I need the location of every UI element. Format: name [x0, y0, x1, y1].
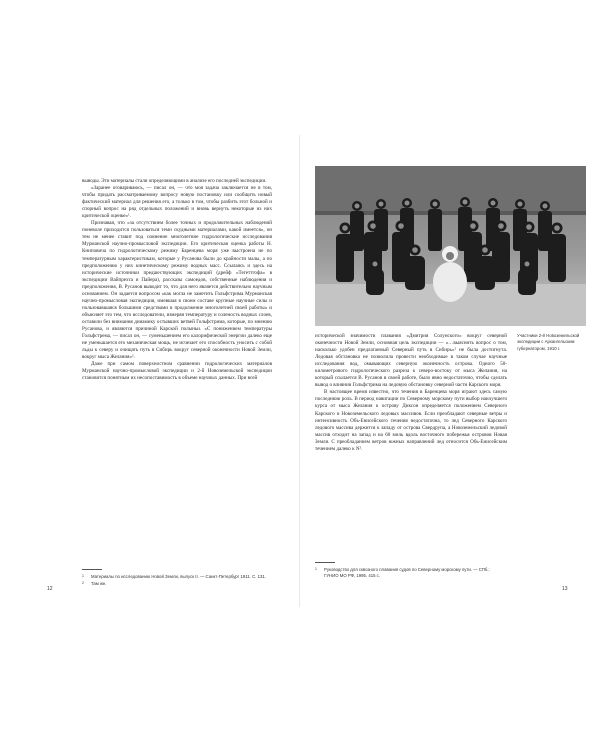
footnote-rule [315, 562, 335, 563]
right-page [300, 135, 600, 607]
paragraph: Признавая, что «за отсутствием более точных и продолжительных наблюдений поневоле приходится пользоваться теми скудными материалами, какой имеется», он тем не менее ставит под сомнение многолетние гидрологические исследования Мурманской научно-промысловой экспедиции. Его критическая оценка работы Н. Книповича по гидрологическому режиму Баренцева моря уже выстроена не по температурным характеристикам, которые у Русанова были до крайности малы, а по предположению у них кинетическому режиму водных масс. Ссылаясь и здесь на исторические источники предшествующих экспедиций (дрейф «Тегеттгофа» в экспедиции Вайпрехта и Пайера), рассказы самоедов, собственные наблюдения и предположения, В. Русанов выводит то, что для него является действительно научным основанием. Он задается вопросом «как могла не заметить Гольфстрима Мурманская научно-промысловая экспедиция, имевшая в своем составе крупные научные силы и пользовавшаяся большими средствами в продолжение многолетней своей работы» и объясняет это тем, что исследователи, измеряя температуру и соленость водных слоев, оставили без внимания динамику остывших ветвей Гольфстрима, которые, по мнению Русанова, и являются причиной Карской полыньи. «С понижением температуры Гольфстрема, — писал он, — суменьшением его калорифической энергии далеко еще не уменьшается его механическая мощь, не исчезает его способность уносить с собой льды к северу и очищать путь в Сибирь вокруг северной оконечности Новой Земли, вокруг мыса Желания»². [82, 220, 272, 361]
paragraph: «Заранее оговариваюсь, — писал он, — что моя задача заключается не в том, чтобы придать рассматриваемому вопросу новую постановку или сообщить новый фактический материал для решения его, а только в том, чтобы разбить этот больной и спорный вопрос на ряд отдельных положений и вновь вернуть некоторые из них критической оценке»¹. [82, 185, 272, 220]
footnote [315, 567, 505, 580]
footnote [82, 574, 272, 580]
footnote-text: Материалы по исследованию Новой Земли, выпуск II. — Санкт-Петербург 1911. С. 131. [91, 574, 266, 579]
group-photo [315, 166, 586, 326]
paragraph: выводы. Эти материалы стали определяющими в анализе его последней экспедиции. [82, 178, 267, 184]
left-footnotes [82, 569, 272, 589]
paragraph: Даже при самом поверхностном сравнении гидрологических материалов Мурманской научно-промысловой экспедиции и 2-й Новоземельской экспедиции становится понятным их несопоставимость в объеме научных данных. При всей [82, 361, 272, 382]
footnote-number: 2 [82, 581, 84, 586]
footnote-rule [82, 569, 102, 570]
left-body-text [82, 178, 272, 382]
right-footnotes [315, 562, 505, 581]
left-page [0, 135, 300, 607]
paragraph: исторической значимости плавания «Дмитрия Солунского» вокруг северной оконечности Новой Земли, основная цель экспедиции — «…выяснить вопрос о том, насколько удобен предлагаемый Северный путь в Сибирь»¹ не была достигнута. Ледовая обстановка не позволила провести необходимые в таком случае научные исследования вод, омывающих северную оконечность острова. Одного 50-километрового гидрологического разреза к северо-востоку от мыса Желания, на который ссылается В. Русанов в своей работе, было явно недостаточно, чтобы сделать вывод о влиянии Гольфстрима на ледовую обстановку северной части Карского моря. [315, 333, 507, 389]
footnote-text: Там же. [91, 581, 107, 587]
paragraph: В настоящее время известно, что течения в Баренцева моря играют здесь самую последнюю роль. В период навигации по Северному морскому пути выбор наилучшего курса от мыса Желания к острову Диксон определяется положением Северного Карского и Новоземельского ледовых массивов. Если преобладают северные ветры и интенсивность Обь-Енисейского течения недостаточна, то лед Северного Карского ледового массива держится к западу от острова Свердрупа, а Новоземельский ледовой массив отходит на запад и на 60 миль вдоль восточного побережья островов Новая Земля. С преобладанием ветров южных направлений лед относится Обь-Енисейским течением далеко к N². [315, 389, 507, 452]
footnote-number: 1 [82, 574, 84, 578]
footnote-text: Руководство для сквозного плавания судов по Северному морскому пути. — СПб.: ГУНИО МО РФ, 1995. 415 с. [324, 567, 490, 579]
photo-caption: Участники 2-й Новоземельской экспедиции с Архангельским губернатором, 1910 г. [517, 333, 580, 351]
footnote [82, 581, 272, 587]
footnote-number: 1 [315, 567, 317, 571]
right-body-text [315, 333, 507, 453]
page-number: 12 [47, 586, 53, 592]
page-number: 13 [562, 586, 568, 592]
